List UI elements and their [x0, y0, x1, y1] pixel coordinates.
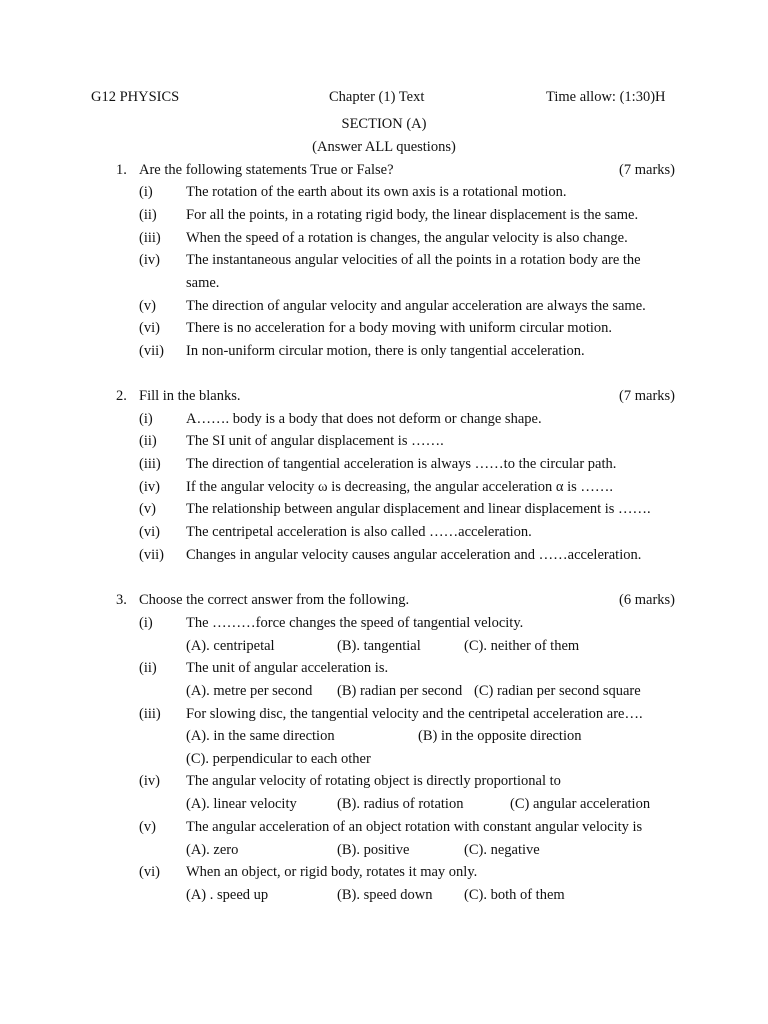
- item-text-continued: same.: [186, 275, 220, 291]
- question-number: 3.: [116, 592, 127, 608]
- option-b: (B) radian per second: [337, 683, 463, 699]
- option-b: (B). tangential: [337, 638, 421, 654]
- question-prompt: Fill in the blanks.: [139, 388, 241, 404]
- item-text: The direction of angular velocity and angular acceleration are always the same.: [186, 298, 646, 314]
- option-a: (A) . speed up: [186, 887, 269, 903]
- question-prompt: Are the following statements True or False?: [139, 162, 394, 178]
- item-number: (i): [139, 184, 153, 200]
- option-b: (B). positive: [337, 842, 410, 858]
- item-number: (vi): [139, 320, 160, 336]
- item-text: A……. body is a body that does not deform or change shape.: [186, 411, 542, 427]
- item-text: When the speed of a rotation is changes, the angular velocity is also change.: [186, 230, 628, 246]
- question-prompt: Choose the correct answer from the following.: [139, 592, 410, 608]
- item-text: The SI unit of angular displacement is …….: [186, 433, 444, 449]
- item-number: (i): [139, 411, 153, 427]
- item-number: (iv): [139, 479, 160, 495]
- item-number: (i): [139, 615, 153, 631]
- option-c: (C). both of them: [464, 887, 565, 903]
- item-text: There is no acceleration for a body moving with uniform circular motion.: [186, 320, 613, 336]
- item-number: (iii): [139, 230, 161, 246]
- subject-label: G12 PHYSICS: [91, 89, 180, 105]
- item-number: (ii): [139, 660, 157, 676]
- item-text: The relationship between angular displacement and linear displacement is …….: [186, 501, 651, 517]
- item-number: (iii): [139, 706, 161, 722]
- option-a: (A). linear velocity: [186, 796, 297, 812]
- question-number: 2.: [116, 388, 127, 404]
- option-b: (B) in the opposite direction: [418, 728, 582, 744]
- option-c: (C). perpendicular to each other: [186, 751, 371, 767]
- time-allowed: Time allow: (1:30)H: [546, 89, 666, 105]
- item-number: (v): [139, 819, 156, 835]
- question-marks: (7 marks): [619, 388, 675, 404]
- item-text: The unit of angular acceleration is.: [186, 660, 389, 676]
- item-number: (ii): [139, 207, 157, 223]
- option-c: (C) radian per second square: [474, 683, 641, 699]
- option-b: (B). radius of rotation: [337, 796, 464, 812]
- item-number: (iv): [139, 252, 160, 268]
- item-text: The direction of tangential acceleration is always ……to the circular path.: [186, 456, 617, 472]
- option-a: (A). in the same direction: [186, 728, 335, 744]
- item-number: (v): [139, 298, 156, 314]
- option-b: (B). speed down: [337, 887, 433, 903]
- item-text: When an object, or rigid body, rotates it may only.: [186, 864, 478, 880]
- item-text: For slowing disc, the tangential velocity and the centripetal acceleration are….: [186, 706, 643, 722]
- option-a: (A). zero: [186, 842, 239, 858]
- section-title: SECTION (A): [341, 116, 427, 132]
- option-c: (C). neither of them: [464, 638, 580, 654]
- item-number: (v): [139, 501, 156, 517]
- item-number: (vii): [139, 343, 164, 359]
- option-c: (C). negative: [464, 842, 540, 858]
- item-text: For all the points, in a rotating rigid body, the linear displacement is the same.: [186, 207, 639, 223]
- item-text: Changes in angular velocity causes angular acceleration and ……acceleration.: [186, 547, 642, 563]
- item-number: (ii): [139, 433, 157, 449]
- section-instructions: (Answer ALL questions): [312, 139, 456, 155]
- item-text: If the angular velocity ω is decreasing, the angular acceleration α is …….: [186, 479, 614, 495]
- item-number: (vi): [139, 864, 160, 880]
- question-marks: (6 marks): [619, 592, 675, 608]
- item-text: The centripetal acceleration is also called ……acceleration.: [186, 524, 532, 540]
- option-c: (C) angular acceleration: [510, 796, 651, 812]
- item-number: (vii): [139, 547, 164, 563]
- item-number: (iv): [139, 773, 160, 789]
- question-marks: (7 marks): [619, 162, 675, 178]
- item-number: (vi): [139, 524, 160, 540]
- item-text: The instantaneous angular velocities of all the points in a rotation body are the: [186, 252, 641, 268]
- item-number: (iii): [139, 456, 161, 472]
- item-text: The angular acceleration of an object rotation with constant angular velocity is: [186, 819, 643, 835]
- item-text: The ………force changes the speed of tangential velocity.: [186, 615, 524, 631]
- item-text: The angular velocity of rotating object is directly proportional to: [186, 773, 561, 789]
- item-text: The rotation of the earth about its own axis is a rotational motion.: [186, 184, 567, 200]
- item-text: In non-uniform circular motion, there is only tangential acceleration.: [186, 343, 585, 359]
- option-a: (A). metre per second: [186, 683, 313, 699]
- question-number: 1.: [116, 162, 127, 178]
- chapter-label: Chapter (1) Text: [329, 89, 425, 105]
- option-a: (A). centripetal: [186, 638, 275, 654]
